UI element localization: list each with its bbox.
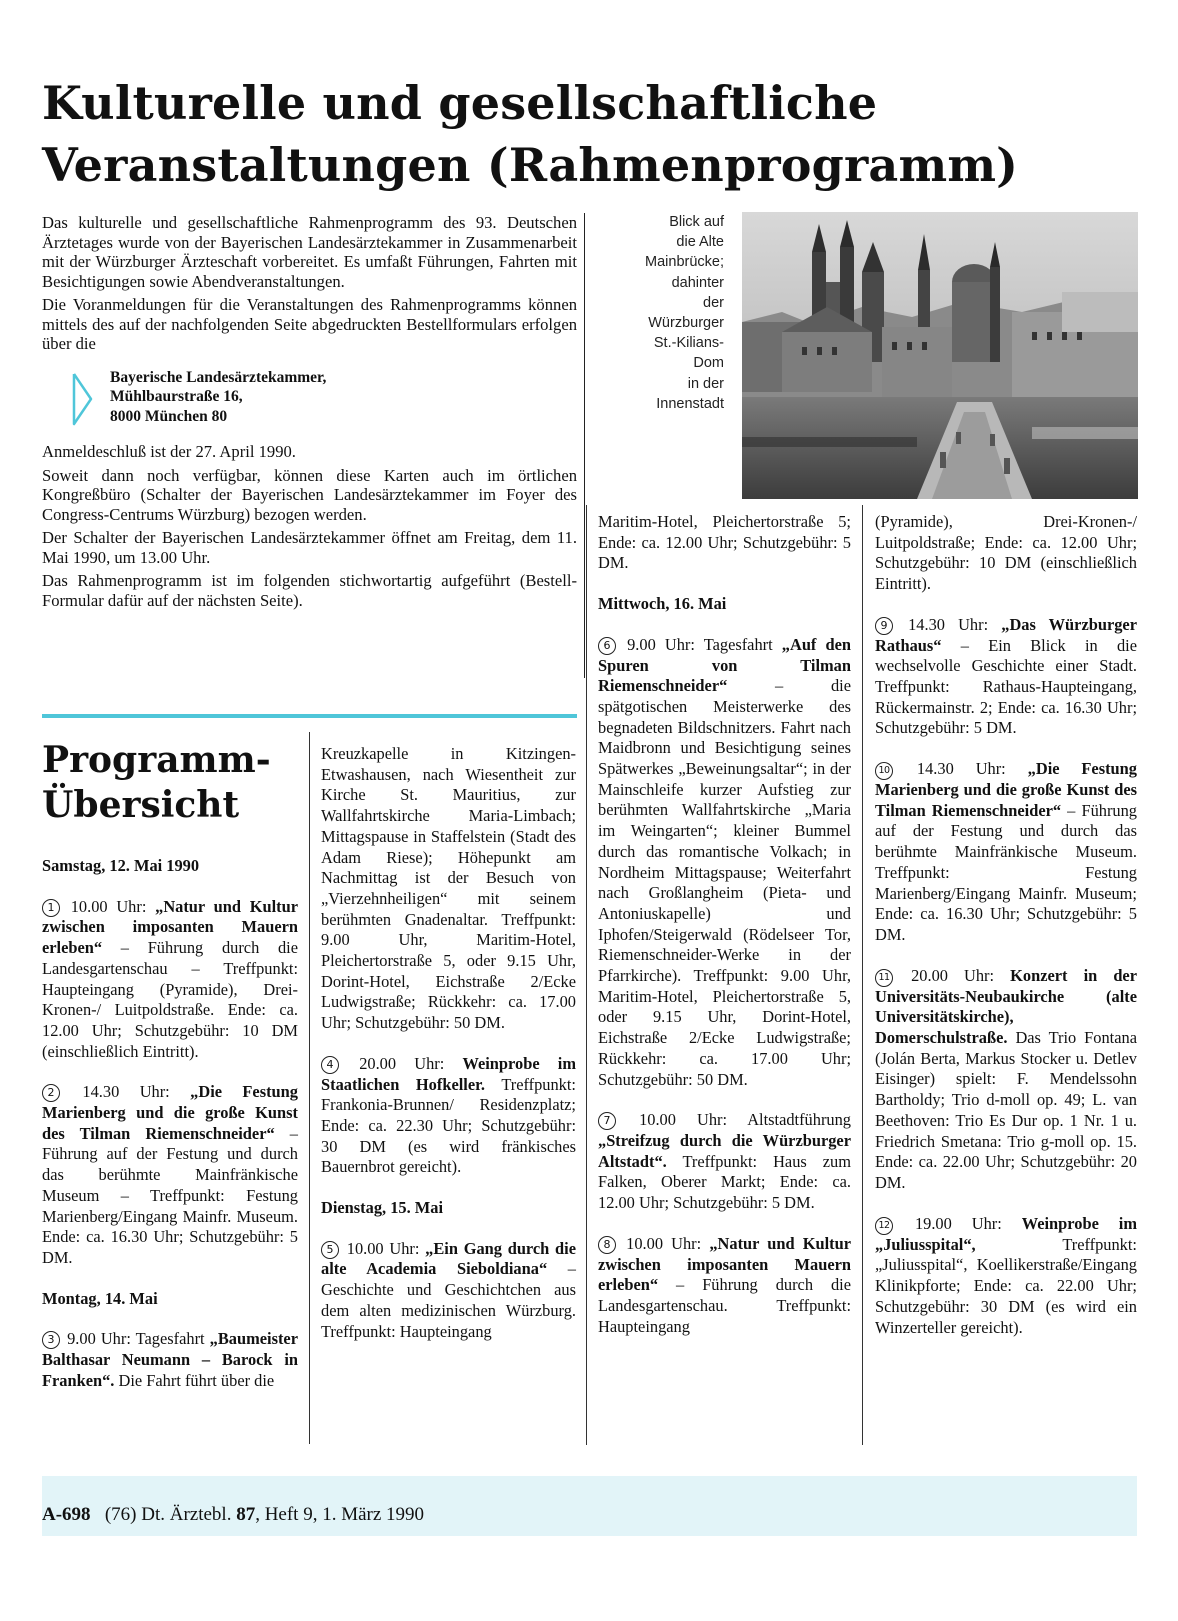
event-item bbox=[875, 966, 1137, 1194]
event-title: „Natur und Kultur zwischen imposanten Mauern erleben“ bbox=[42, 896, 298, 958]
column-divider bbox=[862, 505, 863, 1445]
address-line: Mühlbaurstraße 16, bbox=[110, 388, 243, 405]
caption-line: dahinter bbox=[671, 274, 724, 291]
event-time: 10.00 Uhr: bbox=[70, 896, 147, 916]
event-time: 14.30 Uhr: bbox=[908, 614, 989, 634]
number-badge: 3 bbox=[42, 1331, 60, 1349]
number-badge: 5 bbox=[321, 1241, 339, 1259]
number-badge: 11 bbox=[875, 969, 893, 987]
event-text: Treffpunkt: Frankonia-Brunnen/ Residenzplatz; Ende: ca. 22.30 Uhr; Schutzgebühr: 30 DM (es wird fränkisches Bauernbrot gereicht). bbox=[321, 1074, 576, 1177]
event-text: Das Trio Fontana (Jolán Berta, Markus Stocker u. Detlev Eisinger) spielt: F. Mendelssohn Bartholdy; Trio d-moll op. 49; L. van Beethoven: Trio Es Dur op. 1 Nr. 1 u. Friedrich Smetana: Trio g-moll op. 15. Ende: ca. 22.00 Uhr; Schutzgebühr: 20 DM. bbox=[875, 1028, 1137, 1192]
day-heading: Dienstag, 15. Mai bbox=[321, 1198, 444, 1218]
event-item bbox=[42, 897, 298, 1063]
page-number: A-698 bbox=[42, 1504, 91, 1525]
event-time: 14.30 Uhr: bbox=[82, 1082, 170, 1102]
caption-line: der bbox=[703, 294, 724, 311]
event-title: „Auf den Spuren von Tilman Riemenschneider“ bbox=[598, 634, 851, 696]
journal-volume: 87 bbox=[236, 1504, 256, 1525]
event-time: 10.00 Uhr: bbox=[626, 1233, 702, 1253]
event-time: 10.00 Uhr: Altstadtführung bbox=[639, 1110, 851, 1130]
event-text: Treffpunkt: Haus zum Falken, Oberer Markt; Ende: ca. 12.00 Uhr; Schutzgebühr: 5 DM. bbox=[598, 1151, 851, 1213]
number-badge: 6 bbox=[598, 637, 616, 655]
event-item bbox=[42, 1082, 298, 1268]
address-line: 8000 München 80 bbox=[110, 407, 228, 425]
event-continuation: Maritim-Hotel, Pleichertorstraße 5; Ende: ca. 12.00 Uhr; Schutzgebühr: 5 DM. bbox=[598, 512, 851, 573]
event-continuation: (Pyramide), Drei-Kronen-/ Luitpoldstraße; Ende: ca. 12.00 Uhr; Schutzgebühr: 10 DM (einschließlich Eintritt). bbox=[875, 512, 1137, 594]
page-footer bbox=[42, 1503, 424, 1527]
program-title bbox=[42, 738, 304, 828]
event-text: – Führung durch die Landesgartenschau. Treffpunkt: Haupteingang bbox=[598, 1275, 851, 1336]
event-time: 20.00 Uhr: bbox=[911, 965, 995, 985]
event-time: 14.30 Uhr: bbox=[916, 759, 1006, 779]
event-time: 9.00 Uhr: Tagesfahrt bbox=[627, 634, 773, 654]
event-item bbox=[598, 635, 851, 1090]
city-photo bbox=[742, 212, 1138, 499]
caption-line: Würzburger bbox=[648, 315, 724, 332]
event-text: – die spätgotischen Meisterwerke des begnadeten Bildschnitzers. Fahrt nach Maidbronn und Besichtigung seines Spätwerkes „Beweinungsaltar“; in der Mainschleife kurzer Aufstieg zur berühmten Wallfahrtskirche „Maria im Weingarten“; kleiner Bummel durch das romantische Volkach; in Nordheim Mittagspause; Weiterfahrt nach Großlangheim (Pieta- und Antoniuskapelle) und Iphofen/Steigerwald (Rödelseer Tor, Riemenschneider-Werke in der Pfarrkirche). Treffpunkt: 9.00 Uhr, Maritim-Hotel, Pleichertorstraße 5, oder 9.15 Uhr, Dorint-Hotel, Eichstraße 2/Ecke Ludwigstraße; Rückkehr: ca. 17.00 Uhr; Schutzgebühr: 50 DM. bbox=[598, 676, 851, 1089]
number-badge: 9 bbox=[875, 617, 893, 635]
event-item bbox=[875, 759, 1137, 946]
event-text: Treffpunkt: „Juliusspital“, Koellikerstraße/Eingang Klinikpforte; Ende: ca. 22.00 Uhr; Schutzgebühr: 30 DM (es wird ein Winzerteller gereicht). bbox=[875, 1234, 1137, 1337]
address-block bbox=[72, 368, 577, 427]
program-title-line: Programm- bbox=[42, 739, 271, 781]
event-item bbox=[598, 1110, 851, 1214]
day-heading: Montag, 14. Mai bbox=[42, 1288, 158, 1308]
number-badge: 7 bbox=[598, 1112, 616, 1130]
column-divider bbox=[586, 505, 587, 1445]
arrow-icon bbox=[72, 372, 94, 426]
intro-paragraph: Anmeldeschluß ist der 27. April 1990. bbox=[42, 442, 296, 461]
event-title: Konzert in der Universitäts-Neubaukirche (alte Universitätskirche), Domerschulstraße. bbox=[875, 965, 1137, 1048]
day-heading: Samstag, 12. Mai 1990 bbox=[42, 856, 200, 875]
event-title: „Die Festung Marienberg und die große Kunst des Tilman Riemenschneider“ bbox=[42, 1082, 298, 1143]
page-title: Kulturelle und gesellschaftliche Veranstaltungen (Rahmenprogramm) bbox=[42, 76, 1019, 192]
number-badge: 2 bbox=[42, 1084, 60, 1102]
photo-caption bbox=[596, 212, 724, 414]
caption-line: Innenstadt bbox=[656, 395, 724, 412]
divider bbox=[584, 213, 585, 678]
column-2 bbox=[321, 744, 576, 1362]
event-title: „Die Festung Marienberg und die große Kunst des Tilman Riemenschneider“ bbox=[875, 759, 1137, 820]
event-item bbox=[321, 1054, 576, 1178]
column-1 bbox=[42, 856, 298, 1411]
caption-line: Dom bbox=[693, 355, 724, 372]
event-title: Weinprobe im Staatlichen Hofkeller. bbox=[321, 1053, 576, 1094]
event-text: – Geschichte und Geschichtchen aus dem alten medizinischen Würzburg. Treffpunkt: Haupteingang bbox=[321, 1259, 576, 1341]
event-text: – Führung durch die Landesgartenschau – Treffpunkt: Haupteingang (Pyramide), Drei-Kronen-/ Luitpoldstraße. Ende: ca. 12.00 Uhr; Schutzgebühr: 10 DM (einschließlich Eintritt). bbox=[42, 938, 298, 1061]
caption-line: Mainbrücke; bbox=[645, 254, 724, 271]
column-3 bbox=[598, 512, 851, 1357]
caption-line: St.-Kilians- bbox=[653, 335, 724, 352]
intro-paragraph: Die Voranmeldungen für die Veranstaltungen des Rahmenprogramms können mittels des auf der nachfolgenden Seite abgedruckten Bestellformulars erfolgen über die bbox=[42, 295, 577, 353]
column-divider bbox=[309, 732, 310, 1444]
caption-line: die Alte bbox=[676, 234, 724, 251]
journal-issue: , Heft 9, 1. März 1990 bbox=[255, 1504, 425, 1525]
number-badge: 10 bbox=[875, 762, 893, 780]
event-item bbox=[875, 615, 1137, 739]
event-title: „Natur und Kultur zwischen imposanten Mauern erleben“ bbox=[598, 1233, 851, 1295]
event-item bbox=[875, 1214, 1137, 1339]
event-continuation: Kreuzkapelle in Kitzingen-Etwashausen, nach Wiesentheit zur Kirche St. Mauritius, zur Wallfahrtskirche Maria-Limbach; Mittagspause in Staffelstein (Stadt des Adam Riese); Höhepunkt am Nachmittag ist der Besuch von „Vierzehnheiligen“ mit seinem berühmten Gnadenaltar. Treffpunkt: 9.00 Uhr, Maritim-Hotel, Pleichertorstraße 5, oder 9.15 Uhr, Dorint-Hotel, Eichstraße 2/Ecke Ludwigstraße; Rückkehr: ca. 17.00 Uhr; Schutzgebühr: 50 DM. bbox=[321, 744, 576, 1033]
number-badge: 8 bbox=[598, 1236, 616, 1254]
event-text: Die Fahrt führt über die bbox=[118, 1370, 275, 1390]
column-4 bbox=[875, 512, 1137, 1358]
program-title-line: Übersicht bbox=[42, 784, 240, 826]
event-time: 20.00 Uhr: bbox=[359, 1053, 445, 1073]
day-heading: Mittwoch, 16. Mai bbox=[598, 594, 727, 614]
caption-line: in der bbox=[687, 375, 724, 392]
intro-section bbox=[42, 213, 577, 614]
caption-line: Blick auf bbox=[669, 214, 724, 230]
intro-paragraph: Das kulturelle und gesellschaftliche Rahmenprogramm des 93. Deutschen Ärztetages wurde von der Bayerischen Landesärztekammer in Zusammenarbeit mit der Würzburger Ärzteschaft vorbereitet. Es umfaßt Führungen, Fahrten mit Besichtigungen sowie Abendveranstaltungen. bbox=[42, 213, 577, 291]
event-title: „Ein Gang durch die alte Academia Sieboldiana“ bbox=[321, 1238, 576, 1279]
event-time: 9.00 Uhr: Tagesfahrt bbox=[67, 1329, 205, 1349]
event-time: 19.00 Uhr: bbox=[914, 1213, 1002, 1233]
intro-paragraph: Der Schalter der Bayerischen Landesärztekammer öffnet am Freitag, dem 11. Mai 1990, um 13.00 Uhr. bbox=[42, 528, 577, 567]
event-text: – Führung auf der Festung und durch das berühmte Mainfränkische Museum – Treffpunkt: Festung Marienberg/Eingang Mainfr. Museum. Ende: ca. 16.30 Uhr; Schutzgebühr: 5 DM. bbox=[42, 1123, 298, 1267]
journal-name: (76) Dt. Ärztebl. bbox=[104, 1504, 232, 1525]
section-rule bbox=[42, 714, 577, 718]
number-badge: 4 bbox=[321, 1056, 339, 1074]
number-badge: 12 bbox=[875, 1217, 893, 1235]
event-item bbox=[598, 1234, 851, 1338]
intro-paragraph: Das Rahmenprogramm ist im folgenden stichwortartig aufgeführt (Bestell-Formular dafür auf der nächsten Seite). bbox=[42, 571, 577, 610]
number-badge: 1 bbox=[42, 899, 60, 917]
event-text: – Führung auf der Festung und durch das berühmte Mainfränkische Museum. Treffpunkt: Festung Marienberg/Eingang Mainfr. Museum; Ende: ca. 16.30 Uhr; Schutzgebühr: 5 DM. bbox=[875, 800, 1137, 944]
event-text: – Ein Blick in die wechselvolle Geschichte einer Stadt. Treffpunkt: Rathaus-Haupteingang, Rückermainstr. 2; Ende: ca. 16.30 Uhr; Schutzgebühr: 5 DM. bbox=[875, 635, 1137, 738]
event-item bbox=[42, 1329, 298, 1391]
intro-paragraph: Soweit dann noch verfügbar, können diese Karten auch im örtlichen Kongreßbüro (Schalter der Bayerischen Landesärztekammer im Foyer des Congress-Centrums Würzburg) bezogen werden. bbox=[42, 465, 577, 524]
event-title: „Streifzug durch die Würzburger Altstadt“. bbox=[598, 1130, 851, 1171]
event-item bbox=[321, 1239, 576, 1343]
event-time: 10.00 Uhr: bbox=[346, 1238, 420, 1258]
event-title: „Baumeister Balthasar Neumann – Barock in Franken“. bbox=[42, 1329, 298, 1390]
event-title: „Das Würzburger Rathaus“ bbox=[875, 614, 1137, 655]
address-line: Bayerische Landesärztekammer, bbox=[110, 368, 327, 386]
event-title: Weinprobe im „Juliusspital“, bbox=[875, 1213, 1137, 1254]
